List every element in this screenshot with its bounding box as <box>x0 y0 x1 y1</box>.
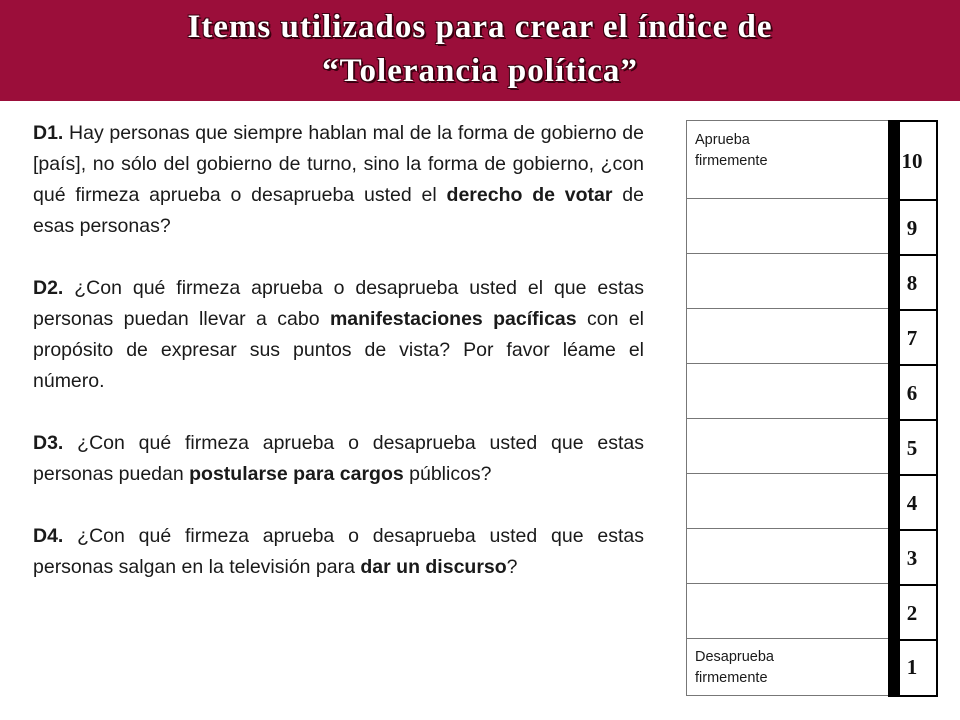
question-d2 <box>33 273 644 397</box>
scale-row <box>687 474 889 529</box>
scale-value-cell: 1 <box>888 639 938 697</box>
scale-bottom-label: Desaprueba firmemente <box>695 649 774 686</box>
question-id: D4. <box>33 525 64 547</box>
scale-row <box>687 199 889 254</box>
question-emphasis: postularse para cargos <box>189 463 404 485</box>
scale-row <box>687 584 889 639</box>
scale-row <box>687 254 889 309</box>
scale-value-cell: 5 <box>888 419 938 474</box>
question-id: D3. <box>33 432 64 454</box>
question-d4 <box>33 521 644 583</box>
question-emphasis: manifestaciones pacíficas <box>329 308 577 330</box>
scale-value-cell: 2 <box>888 584 938 639</box>
question-emphasis: dar un discurso <box>360 556 507 578</box>
scale-value-cell: 9 <box>888 199 938 254</box>
scale-row <box>687 364 889 419</box>
question-id: D2. <box>33 277 64 299</box>
scale-value-cell: 6 <box>888 364 938 419</box>
page-title <box>0 5 960 93</box>
scale-value-cell: 3 <box>888 529 938 584</box>
scale-value-cell: 4 <box>888 474 938 529</box>
page-title-line-2: “Tolerancia política” <box>322 53 638 89</box>
question-d3 <box>33 428 644 490</box>
question-text: ¿Con qué firmeza aprueba o desaprueba usted que estas personas salgan en la televisión para <box>33 525 644 578</box>
scale-value-cell: 8 <box>888 254 938 309</box>
question-text: ¿Con qué firmeza aprueba o desaprueba usted el que estas personas puedan llevar a cabo <box>33 277 644 330</box>
scale-row <box>687 419 889 474</box>
page-title-line-1: Items utilizados para crear el índice de <box>187 9 773 45</box>
question-emphasis: derecho de votar <box>446 184 613 206</box>
question-text: de esas personas? <box>33 184 644 237</box>
question-text: Hay personas que siempre hablan mal de la forma de gobierno de [país], no sólo del gobierno de turno, sino la forma de gobierno, ¿con qué firmeza aprueba o desaprueba usted el <box>33 122 644 206</box>
question-text: ¿Con qué firmeza aprueba o desaprueba usted que estas personas puedan <box>33 432 644 485</box>
scale-row <box>687 529 889 584</box>
question-d1 <box>33 118 644 242</box>
question-text: públicos? <box>403 463 492 485</box>
question-text: con el propósito de expresar sus puntos de vista? Por favor léame el número. <box>33 308 645 392</box>
scale-value-cell: 10 <box>888 120 938 199</box>
scale-row <box>687 309 889 364</box>
scale-top-label: Aprueba firmemente <box>695 132 768 169</box>
scale-value-cell: 7 <box>888 309 938 364</box>
question-id: D1. <box>33 122 64 144</box>
scale-grid <box>686 120 888 696</box>
question-text: ? <box>506 556 518 578</box>
questions-list <box>33 118 644 614</box>
